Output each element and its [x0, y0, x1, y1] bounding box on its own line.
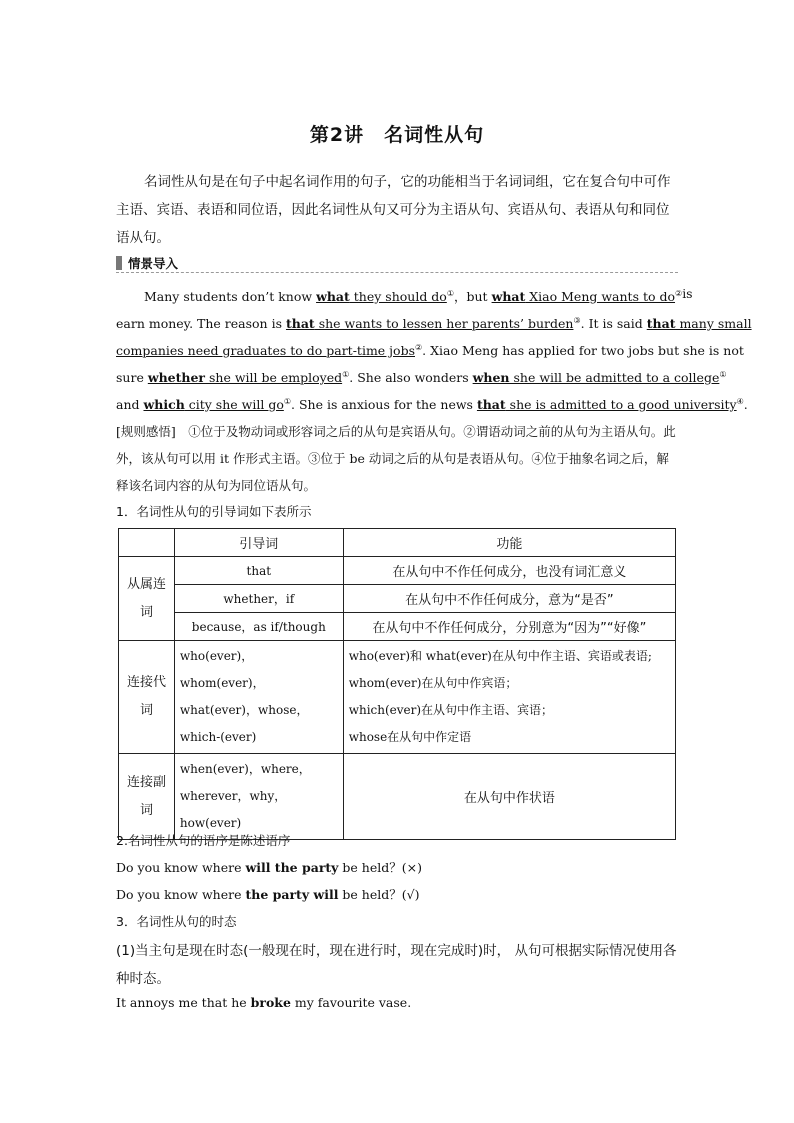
story-line: Many students don’t know what they should do①，but what Xiao Meng wants to do② is — [144, 286, 693, 305]
intro-paragraph: 名词性从句是在句子中起名词作用的句子，它的功能相当于名词词组，它在复合句中可作主语、宾语、表语和同位语，因此名词性从句又可分为主语从句、宾语从句、表语从句和同位语从句。 — [116, 174, 671, 246]
table-cell: 在从句中不作任何成分，也没有词汇意义 — [343, 557, 675, 585]
table-cell: who(ever)，whom(ever)， what(ever)，whose， which-(ever) — [174, 641, 343, 754]
section-header — [116, 254, 678, 273]
group-label: 从属连词 — [119, 557, 175, 641]
table-cell: because，as if/though — [174, 613, 343, 641]
table-cell: when(ever)，where， wherever，why，how(ever) — [174, 754, 343, 840]
page-title: 第2讲 名词性从句 — [309, 124, 485, 146]
example-tense: It annoys me that he broke my favourite vase. — [116, 995, 412, 1010]
group-label: 连接代词 — [119, 641, 175, 754]
story-paragraph — [116, 282, 752, 417]
example-wrong: Do you know where will the party be held？(×) — [116, 860, 422, 875]
story-line: earn money. The reason is that she wants to lessen her parents’ burden③. It is said that many small — [116, 316, 752, 332]
table-cell: 在从句中作状语 — [343, 754, 675, 840]
table-cell: that — [174, 557, 343, 585]
rule-note: [规则感悟] ①位于及物动词或形容词之后的从句是宾语从句。②谓语动词之前的从句为主语从句。此外，该从句可以用 it 作形式主语。③位于 be 动词之后的从句是表语从句。④位于抽象名词之后，解释该名词内容的从句为同位语从句。 — [116, 424, 676, 493]
table-cell: 在从句中不作任何成分，分别意为“因为”“好像” — [343, 613, 675, 641]
table-row — [119, 557, 676, 585]
table-header-row — [119, 529, 676, 557]
table-row — [119, 613, 676, 641]
group-label: 连接副词 — [119, 754, 175, 840]
example-correct: Do you know where the party will be held？(√) — [116, 887, 420, 902]
table-row — [119, 585, 676, 613]
section-label: 情景导入 — [128, 256, 179, 271]
table-cell: 在从句中不作任何成分，意为“是否” — [343, 585, 675, 613]
heading-1: 1．名词性从句的引导词如下表所示 — [116, 504, 312, 519]
story-line: and which city she will go①. She is anxious for the news that she is admitted to a good university④. — [116, 397, 748, 413]
table-header-cell: 功能 — [343, 529, 675, 557]
section-marker — [116, 256, 122, 270]
heading-3: 3．名词性从句的时态 — [116, 914, 237, 929]
story-line: sure whether she will be employed①. She also wonders when she will be admitted to a college① — [116, 370, 727, 386]
table-header-cell: 引导词 — [174, 529, 343, 557]
story-line: companies need graduates to do part-time jobs②. Xiao Meng has applied for two jobs but she is not — [116, 343, 744, 359]
table-row — [119, 641, 676, 754]
conjunction-table — [118, 528, 676, 840]
table-cell: whether，if — [174, 585, 343, 613]
tense-paragraph: (1)当主句是现在时态(一般现在时，现在进行时，现在完成时)时， 从句可根据实际情况使用各种时态。 — [116, 943, 677, 987]
table-row — [119, 754, 676, 840]
table-cell: who(ever)和 what(ever)在从句中作主语、宾语或表语; whom(ever)在从句中作宾语； which(ever)在从句中作主语、宾语； whose在从句中作定语 — [343, 641, 675, 754]
heading-2: 2.名词性从句的语序是陈述语序 — [116, 833, 291, 848]
